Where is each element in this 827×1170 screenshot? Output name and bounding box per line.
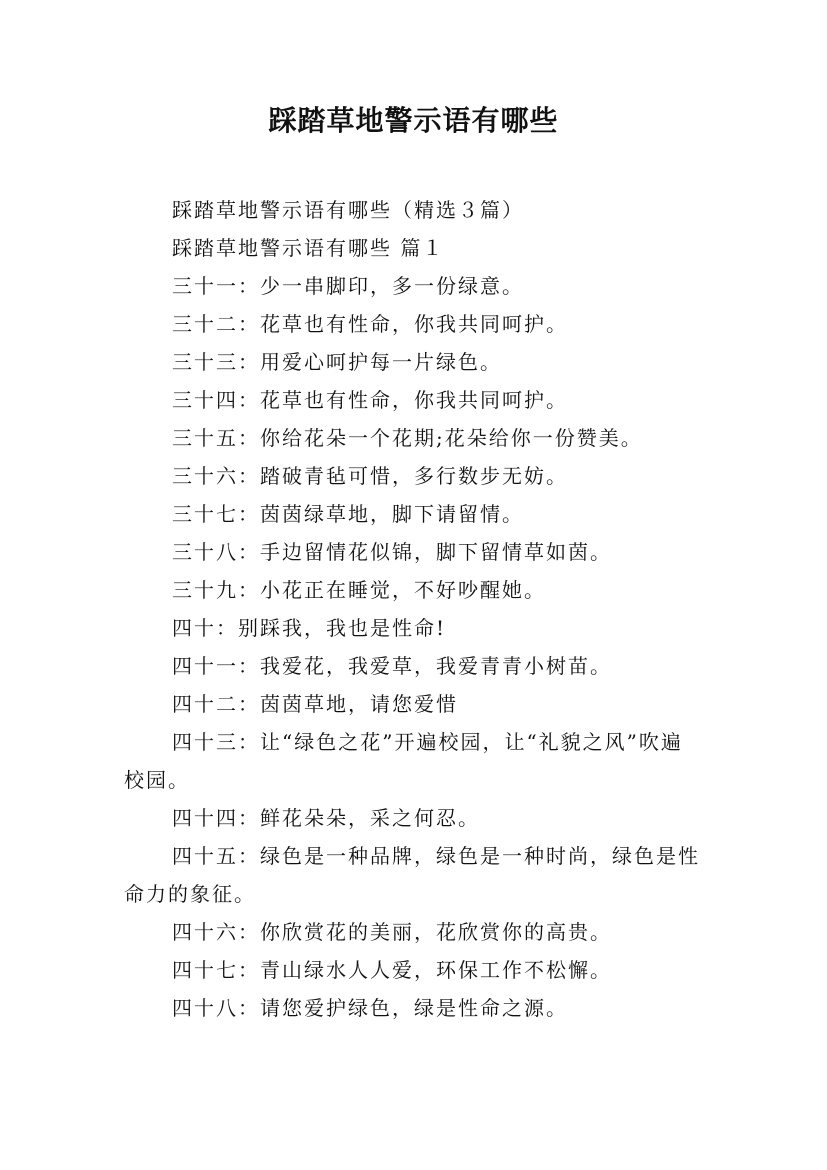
paragraph: 三十三：用爱心呵护每一片绿色。 bbox=[172, 350, 502, 374]
paragraph: 三十二：花草也有性命，你我共同呵护。 bbox=[172, 312, 568, 336]
paragraph: 四十二：茵茵草地，请您爱惜 bbox=[172, 692, 458, 716]
paragraph: 四十一：我爱花，我爱草，我爱青青小树苗。 bbox=[172, 654, 612, 678]
paragraph: 踩踏草地警示语有哪些（精选３篇） bbox=[172, 198, 524, 222]
paragraph: 四十：别踩我，我也是性命! bbox=[172, 616, 447, 640]
paragraph: 四十五：绿色是一种品牌，绿色是一种时尚，绿色是性命力的象征。 bbox=[124, 844, 700, 906]
paragraph: 三十六：踏破青毡可惜，多行数步无妨。 bbox=[172, 464, 568, 488]
paragraph: 四十七：青山绿水人人爱，环保工作不松懈。 bbox=[172, 958, 612, 982]
document-body bbox=[124, 191, 704, 1027]
paragraph: 四十三：让“绿色之花”开遍校园，让“礼貌之风”吹遍校园。 bbox=[124, 730, 683, 792]
paragraph: 三十五：你给花朵一个花期;花朵给你一份赞美。 bbox=[172, 426, 643, 450]
page-title: 踩踏草地警示语有哪些 bbox=[268, 104, 559, 137]
paragraph: 三十九：小花正在睡觉，不好吵醒她。 bbox=[172, 578, 546, 602]
paragraph: 三十八：手边留情花似锦，脚下留情草如茵。 bbox=[172, 540, 612, 564]
paragraph: 四十八：请您爱护绿色，绿是性命之源。 bbox=[172, 996, 568, 1020]
paragraph: 三十七：茵茵绿草地，脚下请留情。 bbox=[172, 502, 524, 526]
paragraph: 三十一：少一串脚印，多一份绿意。 bbox=[172, 274, 524, 298]
paragraph: 踩踏草地警示语有哪些 篇１ bbox=[172, 236, 445, 260]
paragraph: 四十六：你欣赏花的美丽，花欣赏你的高贵。 bbox=[172, 920, 612, 944]
paragraph: 三十四：花草也有性命，你我共同呵护。 bbox=[172, 388, 568, 412]
paragraph: 四十四：鲜花朵朵，采之何忍。 bbox=[172, 806, 480, 830]
